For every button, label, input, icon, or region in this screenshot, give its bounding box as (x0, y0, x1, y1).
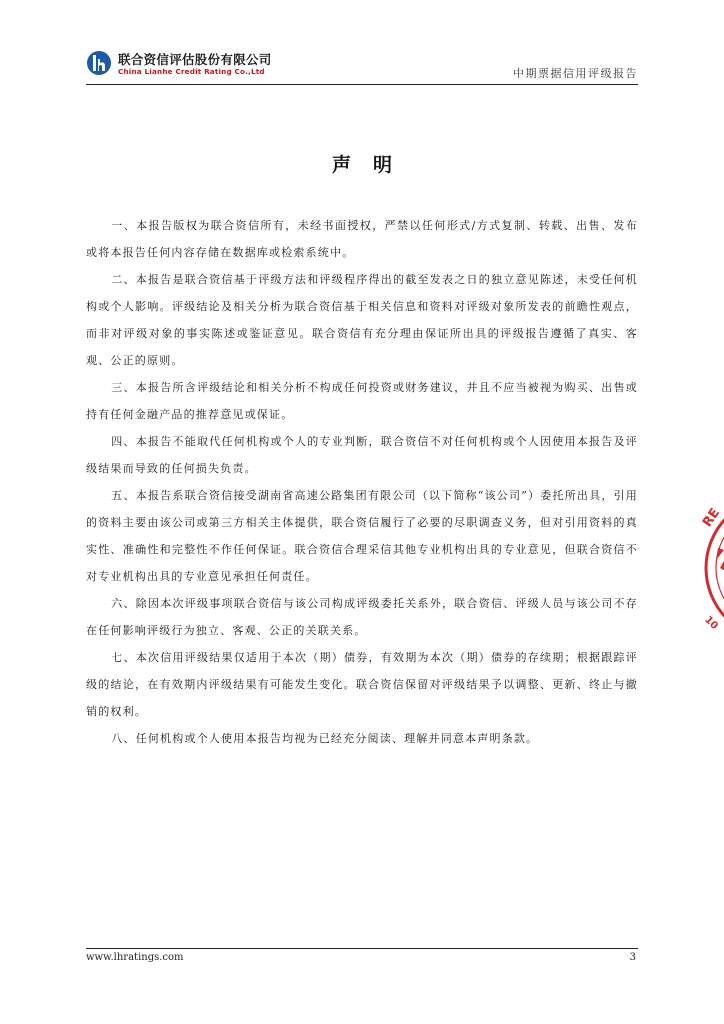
lianhe-logo-icon (86, 50, 112, 76)
page-header (86, 48, 638, 84)
company-name-en: China Lianhe Credit Rating Co.,Ltd (118, 67, 265, 76)
company-name-cn: 联合资信评估股份有限公司 (118, 52, 272, 67)
company-seal-icon (698, 488, 724, 648)
seal-text-top: RE (699, 505, 724, 530)
footer-divider (86, 948, 638, 949)
statement-body (86, 212, 638, 752)
statement-paragraph-1: 一、本报告版权为联合资信所有，未经书面授权，严禁以任何形式/方式复制、转载、出售、发布或将本报告任何内容存储在数据库或检索系统中。 (86, 219, 638, 259)
statement-paragraph-6: 六、除因本次评级事项联合资信与该公司构成评级委托关系外，联合资信、评级人员与该公司不存在任何影响评级行为独立、客观、公正的关联关系。 (86, 597, 638, 637)
statement-paragraph-7: 七、本次信用评级结果仅适用于本次（期）债券，有效期为本次（期）债券的存续期；根据跟踪评级的结论，在有效期内评级结果有可能发生变化。联合资信保留对评级结果予以调整、更新、终止与撤销的权利。 (86, 651, 638, 718)
header-divider (86, 84, 638, 85)
page-number: 3 (629, 952, 636, 963)
page-title: 声明 (331, 154, 414, 176)
statement-paragraph-5: 五、本报告系联合资信接受湖南省高速公路集团有限公司（以下简称“该公司”）委托所出具，引用的资料主要由该公司或第三方相关主体提供，联合资信履行了必要的尽职调查义务，但对引用资料的真实性、准确性和完整性不作任何保证。联合资信合理采信其他专业机构出具的专业意见，但联合资信不对专业机构出具的专业意见承担任何责任。 (86, 489, 638, 583)
statement-paragraph-4: 四、本报告不能取代任何机构或个人的专业判断，联合资信不对任何机构或个人因使用本报告及评级结果而导致的任何损失负责。 (86, 435, 638, 475)
footer-website-link[interactable]: www.lhratings.com (86, 952, 184, 963)
report-type-title: 中期票据信用评级报告 (513, 67, 638, 80)
statement-paragraph-8: 八、任何机构或个人使用本报告均视为已经充分阅读、理解并同意本声明条款。 (111, 732, 539, 745)
statement-paragraph-2: 二、本报告是联合资信基于评级方法和评级程序得出的截至发表之日的独立意见陈述，未受任何机构或个人影响。评级结论及相关分析为联合资信基于相关信息和资料对评级对象所发表的前瞻性观点，而非对评级对象的事实陈述或鉴证意见。联合资信有充分理由保证所出具的评级报告遵循了真实、客观、公正的原则。 (86, 273, 638, 367)
statement-paragraph-3: 三、本报告所含评级结论和相关分析不构成任何投资或财务建议，并且不应当被视为购买、出售或持有任何金融产品的推荐意见或保证。 (86, 381, 638, 421)
seal-text-bottom: 10 (702, 614, 720, 632)
